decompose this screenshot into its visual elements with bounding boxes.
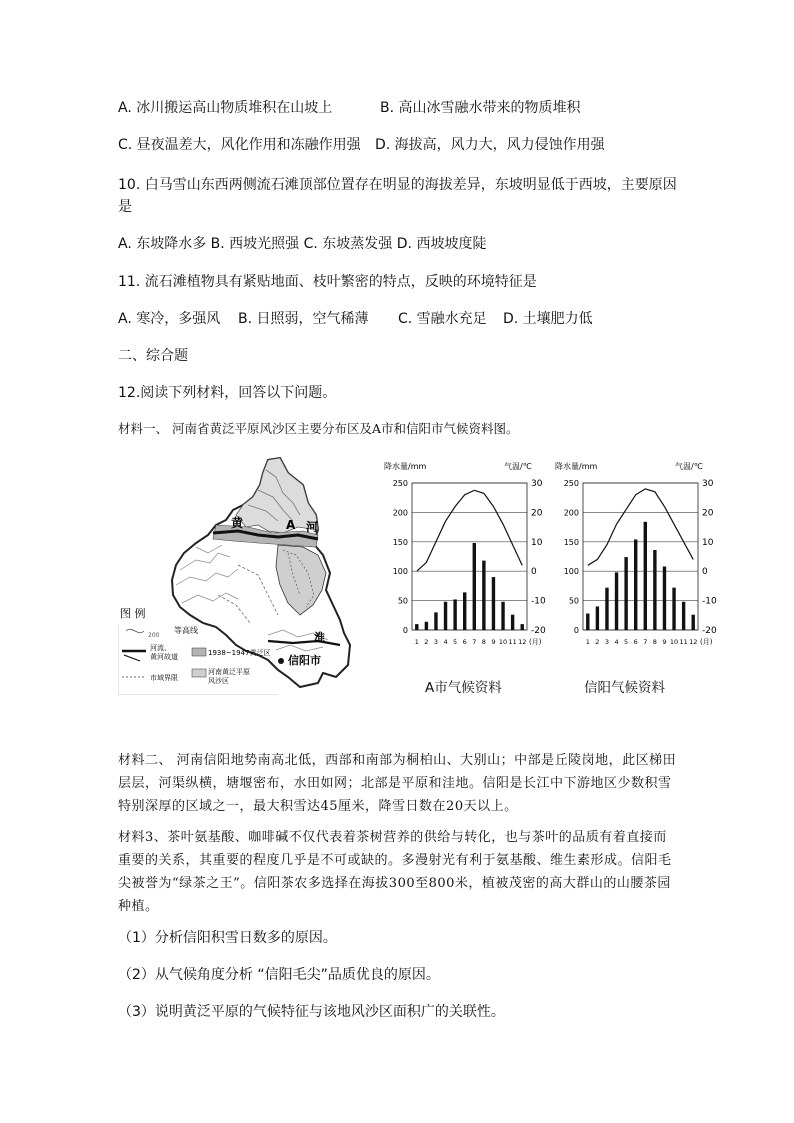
chart-xinyang-climate <box>553 455 728 655</box>
chart-0-bar <box>425 622 428 630</box>
chart-1-ytick: 200 <box>563 508 579 518</box>
chart-0-xtick: 6 <box>462 638 467 646</box>
q12-sub-3: （3）说明黄泛平原的气候特征与该地风沙区面积广的关联性。 <box>118 1004 505 1020</box>
q9-option-c: C. 昼夜温差大，风化作用和冻融作用强 <box>118 137 361 153</box>
chart-0-bar <box>501 602 504 630</box>
legend-flood-area: 1938~1947黄泛区 <box>208 649 271 657</box>
q11-option-a: A. 寒冷，多强风 <box>118 311 221 327</box>
chart-1-bar <box>596 606 599 630</box>
q9-option-b: B. 高山冰雪融水带来的物质堆积 <box>380 100 581 116</box>
material-1: 材料一、 河南省黄泛平原风沙区主要分布区及A市和信阳市气候资料图。 <box>118 421 519 436</box>
chart-0-ytick: 50 <box>397 596 408 606</box>
henan-map <box>118 455 380 695</box>
chart-0-ytick: 0 <box>402 626 408 635</box>
chart-1-bar <box>682 602 685 630</box>
chart-0-xtick: 1 <box>414 638 419 646</box>
chart-1-xtick: 11 <box>679 638 688 646</box>
chart-1-bar <box>692 615 695 630</box>
chart-0-y2tick: -10 <box>531 596 546 607</box>
chart-1-xtick: 12 <box>689 638 698 646</box>
chart-0-bar <box>521 624 524 630</box>
chart-1-xtick: 6 <box>633 638 638 646</box>
q11-option-c: C. 雪融水充足 <box>398 311 487 327</box>
chart-1-y2tick: 10 <box>702 537 714 548</box>
map-label-xinyang: 信阳市 <box>288 654 321 667</box>
q11-stem: 11. 流石滩植物具有紧贴地面、枝叶繁密的特点，反映的环境特征是 <box>118 274 537 290</box>
chart-0-bar <box>463 592 466 630</box>
q9-option-a: A. 冰川搬运高山物质堆积在山坡上 <box>118 100 333 116</box>
chart-0-bar <box>492 577 495 630</box>
chart-1-y2label: 气温/℃ <box>675 462 703 471</box>
chart-1-y2tick: -10 <box>702 596 717 607</box>
xinyang-city-dot <box>278 658 284 664</box>
chart-1-xtick: 8 <box>652 638 657 646</box>
chart-1-bar <box>624 557 627 630</box>
chart-1-bar <box>605 588 608 630</box>
q11-option-b: B. 日照弱，空气稀薄 <box>238 311 369 327</box>
chart-0-y2tick: -20 <box>531 626 546 636</box>
map-label-a: A <box>286 518 296 532</box>
chart-0-y2label: 气温/℃ <box>504 462 532 471</box>
chart-0-xtick: 9 <box>491 638 496 646</box>
chart-0-bar <box>444 602 447 630</box>
chart-0-ytick: 250 <box>392 479 408 488</box>
q12-sub-2: （2）从气候角度分析 “信阳毛尖”品质优良的原因。 <box>118 967 440 983</box>
chart-0-xtick: 2 <box>424 638 429 646</box>
legend-river: 河流、 <box>150 644 171 652</box>
chart-0-bar <box>434 612 437 630</box>
chart-0-bar <box>453 599 456 630</box>
chart-1-y2tick: 0 <box>702 567 708 578</box>
chart-1-y2tick: 30 <box>702 479 714 489</box>
chart-1-ytick: 0 <box>573 626 579 635</box>
map-label-huang: 黄 <box>231 516 244 530</box>
chart-1-bar <box>634 539 637 630</box>
chart-0-xtick: 7 <box>472 638 477 646</box>
legend-sand-area: 河南黄泛平原 <box>208 668 250 676</box>
chart-1-bar <box>653 550 656 630</box>
chart-1-bar <box>672 588 675 630</box>
legend-river-old: 黄河故道 <box>150 653 178 661</box>
q11-option-d: D. 土壤肥力低 <box>503 311 593 327</box>
chart-1-bar <box>644 522 647 630</box>
chart-0-xtick: 8 <box>481 638 486 646</box>
chart-1-xunit: (月) <box>700 638 713 646</box>
chart-1-xtick: 4 <box>614 638 619 646</box>
chart-0-xunit: (月) <box>529 638 542 646</box>
chart-1-xtick: 7 <box>643 638 648 646</box>
material-3: 材料3、茶叶氨基酸、咖啡碱不仅代表着茶树营养的供给与转化，也与茶叶的品质有着直接而重要的关系，其重要的程度几乎是不可或缺的。多漫射光有利于氨基酸、维生素形成。信阳毛尖被誉为“绿茶之王”。信阳茶农多选择在海拔300至800米，植被茂密的高大群山的山腰茶园种植。 <box>118 830 672 914</box>
chart-1-xtick: 3 <box>604 638 610 646</box>
chart-b-caption: 信阳气候资料 <box>584 680 665 696</box>
chart-1-y2tick: 20 <box>702 508 714 519</box>
legend-sand-area-2: 风沙区 <box>208 677 229 685</box>
chart-0-y2tick: 30 <box>531 479 543 489</box>
chart-a-city-climate <box>382 455 557 655</box>
chart-1-temp-line <box>588 489 693 565</box>
chart-1-xtick: 9 <box>662 638 667 646</box>
map-label-he: 河 <box>306 520 319 534</box>
chart-1-xtick: 2 <box>595 638 600 646</box>
chart-a-caption: A市气候资料 <box>425 680 502 696</box>
chart-1-bar <box>615 572 618 630</box>
map-label-huai: 淮 <box>314 631 325 644</box>
chart-1-ytick: 250 <box>563 479 579 488</box>
chart-0-y2tick: 10 <box>531 537 543 548</box>
legend-title: 图 例 <box>120 607 146 620</box>
chart-1-bar <box>586 614 589 630</box>
chart-1-ytick: 50 <box>568 596 579 606</box>
chart-1-xtick: 1 <box>585 638 590 646</box>
chart-1-xtick: 10 <box>669 638 679 646</box>
q10-options: A. 东坡降水多 B. 西坡光照强 C. 东坡蒸发强 D. 西坡坡度陡 <box>118 236 487 252</box>
chart-0-y2tick: 0 <box>531 567 537 578</box>
q10-stem-cont: 是 <box>118 199 132 215</box>
legend-contour: 等高线 <box>174 626 198 635</box>
chart-0-y2tick: 20 <box>531 508 543 519</box>
chart-0-xtick: 10 <box>498 638 508 646</box>
section-title: 二、综合题 <box>118 348 188 364</box>
chart-0-ylabel: 降水量/mm <box>384 462 427 471</box>
chart-0-bar <box>482 561 485 630</box>
chart-1-ylabel: 降水量/mm <box>555 462 598 471</box>
q12-sub-1: （1）分析信阳积雪日数多的原因。 <box>118 930 337 946</box>
chart-1-bar <box>663 566 666 630</box>
chart-0-bar <box>415 624 418 630</box>
chart-0-bar <box>473 543 476 630</box>
chart-1-ytick: 150 <box>563 537 579 547</box>
chart-0-xtick: 3 <box>433 638 439 646</box>
chart-0-ytick: 200 <box>392 508 408 518</box>
chart-0-xtick: 4 <box>443 638 448 646</box>
chart-0-xtick: 5 <box>453 638 458 646</box>
chart-0-bar <box>511 615 514 630</box>
chart-1-xtick: 5 <box>624 638 629 646</box>
legend-border: 市域界限 <box>150 674 178 682</box>
chart-0-xtick: 11 <box>508 638 517 646</box>
chart-1-frame <box>583 483 698 630</box>
chart-0-ytick: 150 <box>392 537 408 547</box>
chart-1-y2tick: -20 <box>702 626 717 636</box>
chart-1-ytick: 100 <box>563 567 579 577</box>
q9-option-d: D. 海拔高，风力大，风力侵蚀作用强 <box>375 137 605 153</box>
q10-stem: 10. 白马雪山东西两侧流石滩顶部位置存在明显的海拔差异，东坡明显低于西坡，主要原因 <box>118 177 677 193</box>
legend-contour-value: 200 <box>148 632 160 639</box>
chart-0-ytick: 100 <box>392 567 408 577</box>
material-2: 材料二、 河南信阳地势南高北低，西部和南部为桐柏山、大别山；中部是丘陵岗地，此区梯田层层，河渠纵横，塘堰密布，水田如网；北部是平原和洼地。信阳是长江中下游地区少数积雪特别深厚的区域之一，最大积雪达45厘米，降雪日数在20天以上。 <box>118 753 677 814</box>
q12-intro: 12.阅读下列材料，回答以下问题。 <box>118 385 337 401</box>
chart-0-xtick: 12 <box>518 638 527 646</box>
chart-0-temp-line <box>417 490 522 571</box>
